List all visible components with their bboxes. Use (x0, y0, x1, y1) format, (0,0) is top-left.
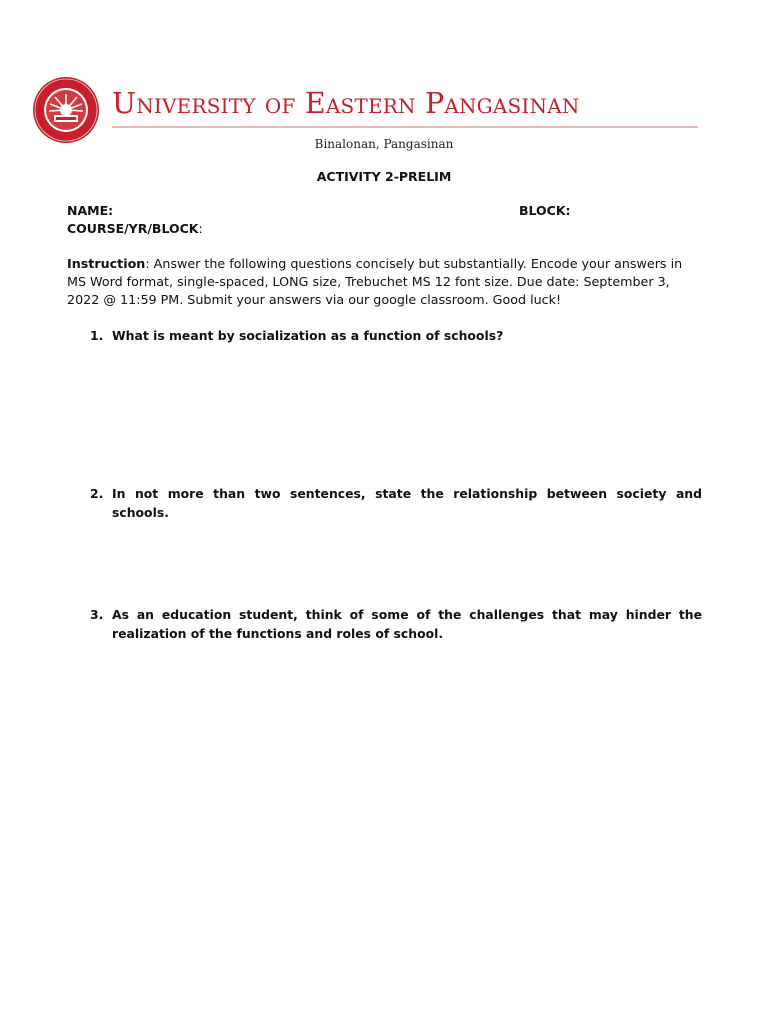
instruction-text: : Answer the following questions concisely but substantially. Encode your answers in MS Word format, single-spaced, LONG size, Trebuchet MS 12 font size. Due date: September 3, 2022 @ 11:59 PM. Submit your answers via our google classroom. Good luck! (67, 256, 683, 307)
letterhead (32, 76, 712, 144)
university-seal-logo (32, 76, 100, 144)
question-3 (90, 605, 702, 643)
question-number: 3. (90, 607, 104, 622)
question-number: 1. (90, 328, 104, 343)
instruction-paragraph (67, 255, 703, 309)
course-field (67, 221, 203, 236)
question-text: What is meant by socialization as a function of schools? (112, 328, 504, 343)
question-text: As an education student, think of some of the challenges that may hinder the realization of the functions and roles of school. (112, 607, 702, 641)
activity-title: ACTIVITY 2-PRELIM (316, 169, 452, 184)
name-field-label: NAME: (67, 203, 114, 218)
course-field-label: COURSE/YR/BLOCK (67, 221, 199, 236)
location-text: Binalonan, Pangasinan (314, 137, 454, 151)
question-number: 2. (90, 486, 104, 501)
question-1 (90, 326, 702, 345)
university-name: University of Eastern Pangasinan (112, 87, 580, 120)
course-field-colon: : (198, 221, 203, 236)
header-rule (112, 126, 698, 128)
question-text: In not more than two sentences, state the relationship between society and schools. (112, 486, 702, 520)
question-2 (90, 484, 702, 522)
block-field-label: BLOCK: (519, 203, 571, 218)
instruction-label: Instruction (67, 256, 146, 271)
